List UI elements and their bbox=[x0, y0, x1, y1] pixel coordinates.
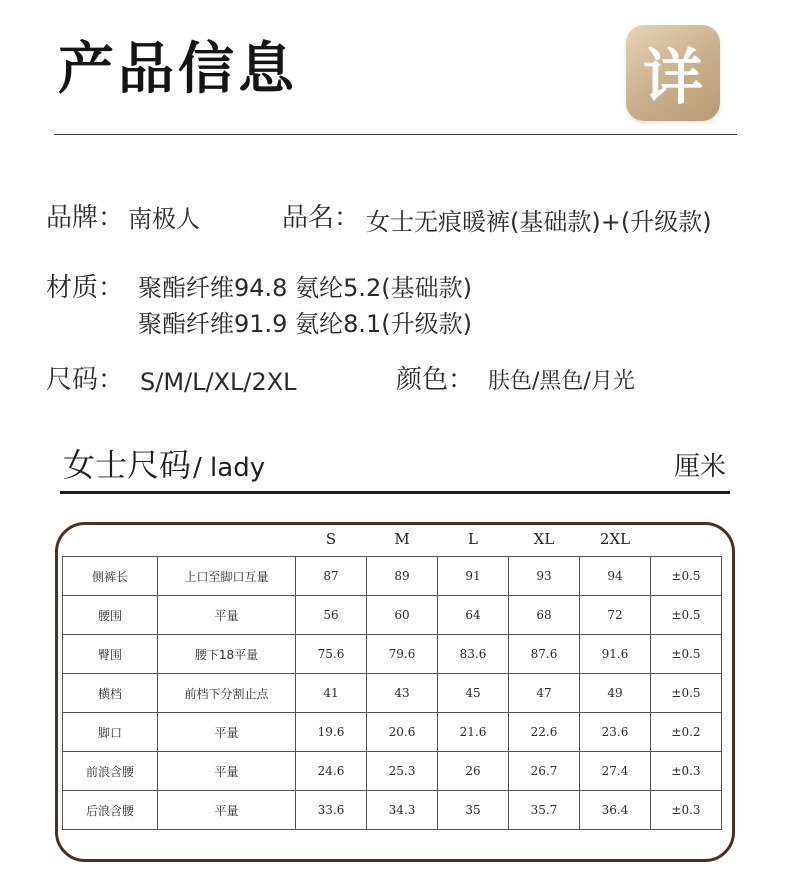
cell-value: 49 bbox=[580, 674, 651, 713]
size-table bbox=[62, 522, 722, 830]
cell-value: 35 bbox=[438, 791, 509, 830]
row-name: 侧裤长 bbox=[63, 557, 158, 596]
cell-value: 43 bbox=[367, 674, 438, 713]
cell-value: 23.6 bbox=[580, 713, 651, 752]
cell-value: 36.4 bbox=[580, 791, 651, 830]
cell-value: 24.6 bbox=[296, 752, 367, 791]
row-name: 后浪含腰 bbox=[63, 791, 158, 830]
table-row bbox=[63, 635, 722, 674]
row-method: 平量 bbox=[158, 752, 296, 791]
cell-value: 68 bbox=[509, 596, 580, 635]
header-size-xl: XL bbox=[533, 530, 555, 548]
table-row bbox=[63, 752, 722, 791]
cell-value: 34.3 bbox=[367, 791, 438, 830]
unit-label: 厘米 bbox=[673, 452, 726, 482]
header-empty-name bbox=[63, 522, 158, 557]
row-method: 上口至脚口互量 bbox=[158, 557, 296, 596]
row-name: 前浪含腰 bbox=[63, 752, 158, 791]
row-method: 平量 bbox=[158, 791, 296, 830]
row-name: 脚口 bbox=[63, 713, 158, 752]
cell-value: 41 bbox=[296, 674, 367, 713]
cell-value: 83.6 bbox=[438, 635, 509, 674]
cell-tolerance: ±0.2 bbox=[651, 713, 722, 752]
header-size-l: L bbox=[468, 530, 478, 548]
table-row bbox=[63, 596, 722, 635]
cell-value: 75.6 bbox=[296, 635, 367, 674]
cell-value: 94 bbox=[580, 557, 651, 596]
brand-value: 南极人 bbox=[128, 205, 200, 233]
cell-value: 64 bbox=[438, 596, 509, 635]
title-divider bbox=[54, 134, 737, 135]
cell-value: 33.6 bbox=[296, 791, 367, 830]
cell-tolerance: ±0.5 bbox=[651, 635, 722, 674]
header-empty-tolerance bbox=[651, 522, 722, 557]
cell-value: 91 bbox=[438, 557, 509, 596]
cell-value: 79.6 bbox=[367, 635, 438, 674]
cell-tolerance: ±0.3 bbox=[651, 791, 722, 830]
detail-badge: 详 bbox=[626, 25, 720, 121]
size-section-subtitle: / lady bbox=[193, 453, 266, 483]
section-divider bbox=[60, 491, 730, 494]
row-name: 腰围 bbox=[63, 596, 158, 635]
cell-value: 47 bbox=[509, 674, 580, 713]
cell-value: 26.7 bbox=[509, 752, 580, 791]
table-row bbox=[63, 791, 722, 830]
color-label: 颜色： bbox=[396, 365, 475, 395]
material-line-1: 聚酯纤维94.8 氨纶5.2(基础款) bbox=[138, 274, 472, 302]
size-section-title-text: 女士尺码 bbox=[63, 446, 192, 484]
header-empty-method bbox=[158, 522, 296, 557]
cell-value: 87 bbox=[296, 557, 367, 596]
row-name: 臀围 bbox=[63, 635, 158, 674]
material-label: 材质： bbox=[46, 273, 125, 303]
cell-value: 72 bbox=[580, 596, 651, 635]
cell-value: 35.7 bbox=[509, 791, 580, 830]
header-size-m: M bbox=[394, 530, 410, 548]
header-size-s: S bbox=[325, 530, 337, 548]
size-value: S/M/L/XL/2XL bbox=[140, 368, 297, 396]
cell-value: 27.4 bbox=[580, 752, 651, 791]
cell-value: 19.6 bbox=[296, 713, 367, 752]
size-section-title bbox=[63, 446, 265, 484]
row-method: 平量 bbox=[158, 713, 296, 752]
cell-value: 91.6 bbox=[580, 635, 651, 674]
table-header-row bbox=[63, 522, 722, 557]
cell-value: 89 bbox=[367, 557, 438, 596]
cell-value: 60 bbox=[367, 596, 438, 635]
cell-value: 93 bbox=[509, 557, 580, 596]
row-name: 横档 bbox=[63, 674, 158, 713]
product-name-label: 品名： bbox=[282, 203, 361, 233]
row-method: 腰下18平量 bbox=[158, 635, 296, 674]
cell-tolerance: ±0.5 bbox=[651, 557, 722, 596]
cell-value: 20.6 bbox=[367, 713, 438, 752]
table-row bbox=[63, 713, 722, 752]
page-title: 产品信息 bbox=[58, 37, 298, 102]
table-row bbox=[63, 674, 722, 713]
cell-value: 87.6 bbox=[509, 635, 580, 674]
header-size-2xl: 2XL bbox=[599, 530, 631, 548]
brand-label: 品牌： bbox=[46, 203, 125, 233]
cell-value: 26 bbox=[438, 752, 509, 791]
row-method: 平量 bbox=[158, 596, 296, 635]
cell-value: 21.6 bbox=[438, 713, 509, 752]
cell-tolerance: ±0.5 bbox=[651, 596, 722, 635]
cell-value: 45 bbox=[438, 674, 509, 713]
color-value: 肤色/黑色/月光 bbox=[488, 369, 635, 394]
row-method: 前档下分割止点 bbox=[158, 674, 296, 713]
table-row bbox=[63, 557, 722, 596]
cell-value: 25.3 bbox=[367, 752, 438, 791]
material-line-2: 聚酯纤维91.9 氨纶8.1(升级款) bbox=[138, 310, 472, 338]
cell-tolerance: ±0.5 bbox=[651, 674, 722, 713]
product-name-value: 女士无痕暖裤(基础款)+(升级款) bbox=[366, 208, 712, 236]
cell-tolerance: ±0.3 bbox=[651, 752, 722, 791]
cell-value: 22.6 bbox=[509, 713, 580, 752]
size-label: 尺码： bbox=[46, 365, 125, 395]
cell-value: 56 bbox=[296, 596, 367, 635]
